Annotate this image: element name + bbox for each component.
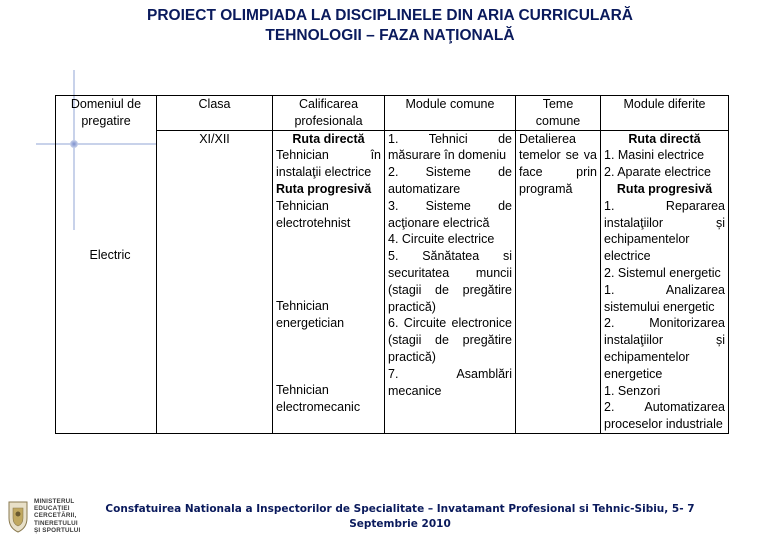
spacer-2	[276, 332, 381, 382]
calificare-energetician: Tehnician energetician	[276, 299, 345, 331]
teme-value: Detalierea temelor se va face prin programă	[519, 131, 597, 196]
curriculum-table	[55, 95, 729, 434]
module-comune-item: 1. Tehnici de măsurare în domeniu	[388, 131, 512, 163]
teme-cell	[516, 130, 601, 433]
footer-line-1: Consfatuirea Nationala a Inspectorilor de Specialitate – Invatamant Profesional si Tehnic-Sibiu, 5- 7	[105, 503, 695, 515]
ministry-name	[34, 498, 80, 534]
page-title	[0, 6, 780, 46]
md-item: 1. Analizarea sistemului energetic	[604, 282, 725, 314]
ruta-progresiva-label: Ruta progresivă	[276, 181, 372, 196]
title-line-1: PROIECT OLIMPIADA LA DISCIPLINELE DIN ARIA CURRICULARĂ	[147, 7, 633, 24]
module-comune-item: 3. Sisteme de acţionare electrică	[388, 198, 512, 230]
md-ruta-directa-label: Ruta directă	[628, 131, 701, 146]
md-item: 2. Sistemul energetic	[604, 265, 721, 280]
ministry-line: TINERETULUI	[34, 519, 78, 527]
calificari-cell	[273, 130, 385, 433]
header-calificarea: Calificarea profesionala	[273, 96, 385, 131]
header-teme: Teme comune	[516, 96, 601, 131]
footer-line-2: Septembrie 2010	[349, 518, 451, 530]
md-item: 2. Monitorizarea instalaţiilor și echipamentelor energetice	[604, 316, 725, 381]
calificare-electrotehnist: Tehnician electrotehnist	[276, 198, 351, 230]
md-item: 1. Senzori	[604, 383, 661, 398]
header-module-comune: Module comune	[385, 96, 516, 131]
header-clasa: Clasa	[157, 96, 273, 131]
module-comune-item: 6. Circuite electronice (stagii de pregătire practică)	[388, 316, 512, 364]
module-comune-cell	[385, 130, 516, 433]
footer	[80, 502, 720, 532]
module-comune-item: 4. Circuite electrice	[388, 232, 495, 247]
md-item: 1. Repararea instalaţiilor și echipamentelor electrice	[604, 198, 725, 264]
clasa-value: XI/XII	[199, 131, 230, 146]
module-comune-item: 2. Sisteme de automatizare	[388, 165, 512, 196]
ministry-line: MINISTERUL	[34, 498, 75, 505]
domeniu-value: Electric	[89, 248, 131, 262]
header-module-diferite: Module diferite	[601, 96, 729, 131]
module-diferite-cell	[601, 130, 729, 433]
header-row	[56, 96, 729, 131]
md-item: 1. Masini electrice	[604, 148, 705, 163]
calificare-electromecanic: Tehnician electromecanic	[276, 382, 361, 414]
module-comune-item: 7. Asamblări mecanice	[388, 366, 512, 398]
clasa-cell	[157, 130, 273, 433]
ministry-line: ȘI SPORTULUI	[34, 526, 81, 534]
md-item: 2. Automatizarea proceselor industriale	[604, 400, 725, 432]
ruta-directa-label: Ruta directă	[292, 131, 365, 146]
title-line-2: TEHNOLOGII – FAZA NAŢIONALĂ	[265, 27, 515, 44]
ministry-crest-icon	[6, 498, 30, 534]
spacer-1	[276, 231, 381, 298]
header-domeniu: Domeniul de pregatire	[56, 96, 157, 434]
md-ruta-progresiva-label: Ruta progresivă	[616, 181, 713, 196]
calificare-instalatii: Tehnician în instalaţii electrice	[276, 148, 381, 180]
ministry-line: CERCETĂRII,	[34, 512, 77, 520]
ministry-line: EDUCAȚIEI	[34, 505, 70, 513]
md-item: 2. Aparate electrice	[604, 165, 712, 180]
body-row	[56, 130, 729, 433]
module-comune-item: 5. Sănătatea si securitatea muncii (stagii de pregătire practică)	[388, 249, 512, 314]
